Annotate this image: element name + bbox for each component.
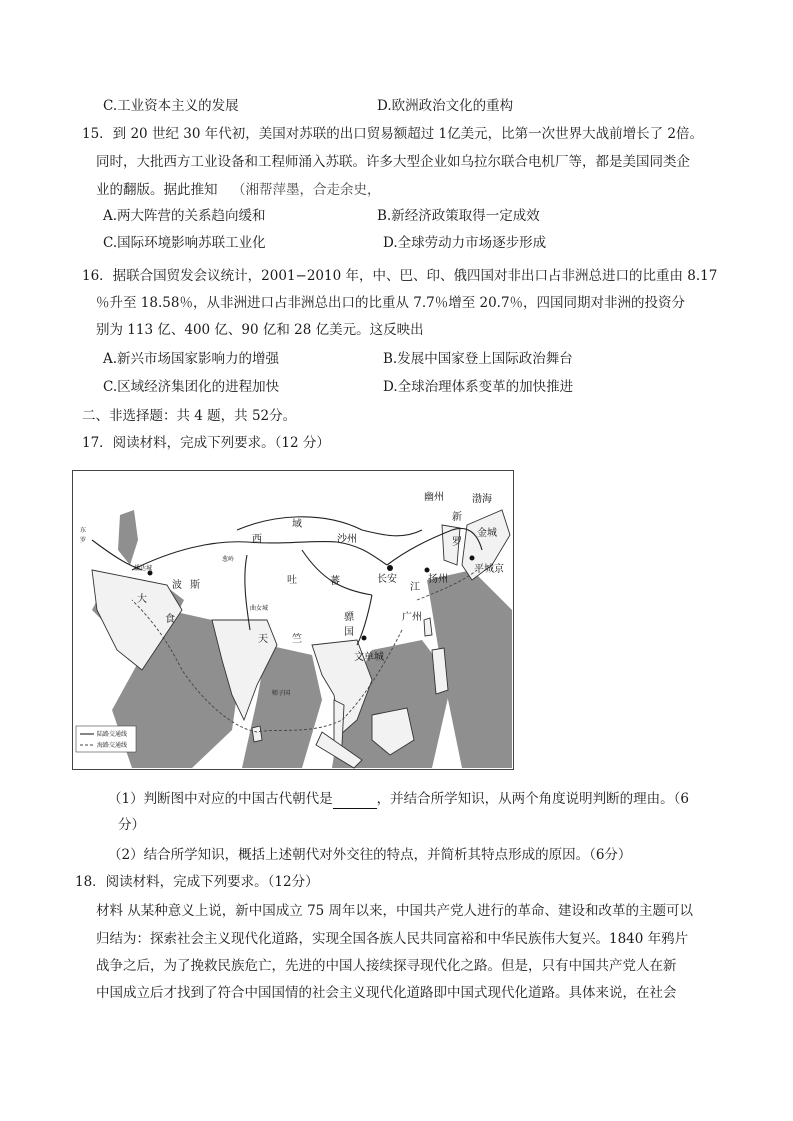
map-label-dashi: 大 [137, 594, 147, 605]
map-label-fan: 蕃 [330, 576, 340, 587]
map-label-shi: 食 [165, 614, 175, 625]
map-frame [72, 470, 514, 770]
map-label-budasi: 播达城 [134, 565, 153, 572]
section-heading: 二、非选择题：共 4 题，共 52分。 [82, 408, 297, 424]
map-label-si: 斯 [190, 580, 200, 591]
q15-option-b: B.新经济政策取得一定成效 [377, 208, 540, 224]
map-label-yu: 域 [292, 519, 302, 530]
map-label-bo: 波 [172, 580, 182, 591]
q18-title: 18．阅读材料，完成下列要求。（12分） [75, 874, 319, 890]
q18-material-line4: 中国成立后才找到了符合中国国情的社会主义现代化道路即中国式现代化道路。具体来说，在社会 [96, 985, 677, 1001]
q17-sub1-line2: 分） [118, 817, 145, 833]
q17-answer-blank[interactable] [333, 794, 377, 809]
map-label-tian: 天 [258, 634, 268, 645]
q15-stem-line3: 业的翻版。据此推知 [96, 182, 218, 198]
legend-land-label: 陆路交通线 [97, 731, 128, 738]
map-label-zhu: 竺 [292, 634, 302, 645]
q17-sub1-part-a: （1）判断图中对应的中国古代朝代是 [108, 791, 333, 807]
q17-sub2: （2）结合所学知识，概括上述朝代对外交往的特点，并简析其特点形成的原因。（6分） [108, 847, 632, 863]
silk-road-map [72, 470, 514, 770]
map-label-congling: 葱岭 [222, 556, 235, 563]
map-label-jiang: 江 [410, 582, 420, 593]
q18-material-line1: 材料 从某种意义上说，新中国成立 75 周年以来，中国共产党人进行的革命、建设和改革的主题可以 [96, 903, 694, 919]
map-label-shiziguo: 师子国 [272, 690, 291, 697]
q16-option-b: B.发展中国家登上国际政治舞台 [383, 351, 573, 367]
map-label-xi: 西 [252, 534, 262, 545]
map-label-pingchengjing: 平城京 [474, 564, 504, 575]
q15-option-a: A.两大阵营的关系趋向缓和 [103, 208, 266, 224]
map-label-shazhou: 沙州 [337, 534, 357, 545]
map-label-left-a: 东 [80, 527, 87, 534]
q15-option-d: D.全球劳动力市场逐步形成 [383, 235, 547, 251]
map-label-yangzhou: 扬州 [428, 574, 448, 585]
map-label-luo: 罗 [452, 537, 462, 548]
q15-handwritten-note: （湘帮萍墨，合走余史， [232, 182, 381, 198]
q16-option-a: A.新兴市场国家影响力的增强 [103, 351, 280, 367]
map-label-changan: 长安 [377, 574, 397, 585]
map-label-qunvcheng: 曲女城 [250, 605, 269, 612]
q18-material-line3: 战争之后，为了挽救民族危亡，先进的中国人接续探寻现代化之路。但是，只有中国共产党人在新 [96, 958, 677, 974]
q17-sub1-line1 [108, 789, 689, 809]
map-label-xin: 新 [452, 512, 462, 523]
map-label-tuma: 吐 [287, 575, 297, 586]
q16-stem-line3: 别为 113 亿、400 亿、90 亿和 28 亿美元。这反映出 [96, 322, 424, 338]
q15-stem-line2: 同时，大批西方工业设备和工程师涌入苏联。许多大型企业如乌拉尔联合电机厂等，都是美国同类企 [96, 154, 690, 170]
q17-title: 17．阅读材料，完成下列要求。（12 分） [82, 435, 330, 451]
map-label-bohai: 渤海 [472, 494, 492, 505]
map-label-guangzhou: 广州 [402, 612, 422, 623]
map-label-nan: 骠 [344, 612, 354, 623]
q16-option-c: C.区域经济集团化的进程加快 [103, 379, 280, 395]
q14-option-c: C.工业资本主义的发展 [103, 98, 239, 114]
legend-sea-label: 海路交通线 [97, 742, 128, 749]
q16-option-d: D.全球治理体系变革的加快推进 [383, 379, 574, 395]
q17-sub1-part-b: ，并结合所学知识，从两个角度说明判断的理由。（6 [376, 791, 689, 807]
q14-option-d: D.欧洲政治文化的重构 [377, 98, 514, 114]
q18-material-line2: 归结为：探索社会主义现代化道路，实现全国各族人民共同富裕和中华民族伟大复兴。1840 年鸦片 [96, 931, 689, 947]
map-label-left-b: 罗 [80, 537, 87, 544]
map-label-wendancheng: 文单城 [354, 652, 384, 663]
q16-stem-line1: 16．据联合国贸发会议统计，2001−2010 年，中、巴、印、俄四国对非出口占非洲总进口的比重由 8.17 [82, 268, 718, 284]
q16-stem-line2: ％升至 18.58％，从非洲进口占非洲总出口的比重从 7.7％增至 20.7％，四国同期对非洲的投资分 [96, 295, 686, 311]
map-label-youzhou: 幽州 [424, 492, 444, 503]
q15-option-c: C.国际环境影响苏联工业化 [103, 235, 266, 251]
q15-stem-line1: 15．到 20 世纪 30 年代初，美国对苏联的出口贸易额超过 1亿美元，比第一次世界大战前增长了 2倍。 [82, 126, 703, 142]
map-label-guo: 国 [344, 627, 354, 638]
map-label-jincheng: 金城 [477, 528, 497, 539]
